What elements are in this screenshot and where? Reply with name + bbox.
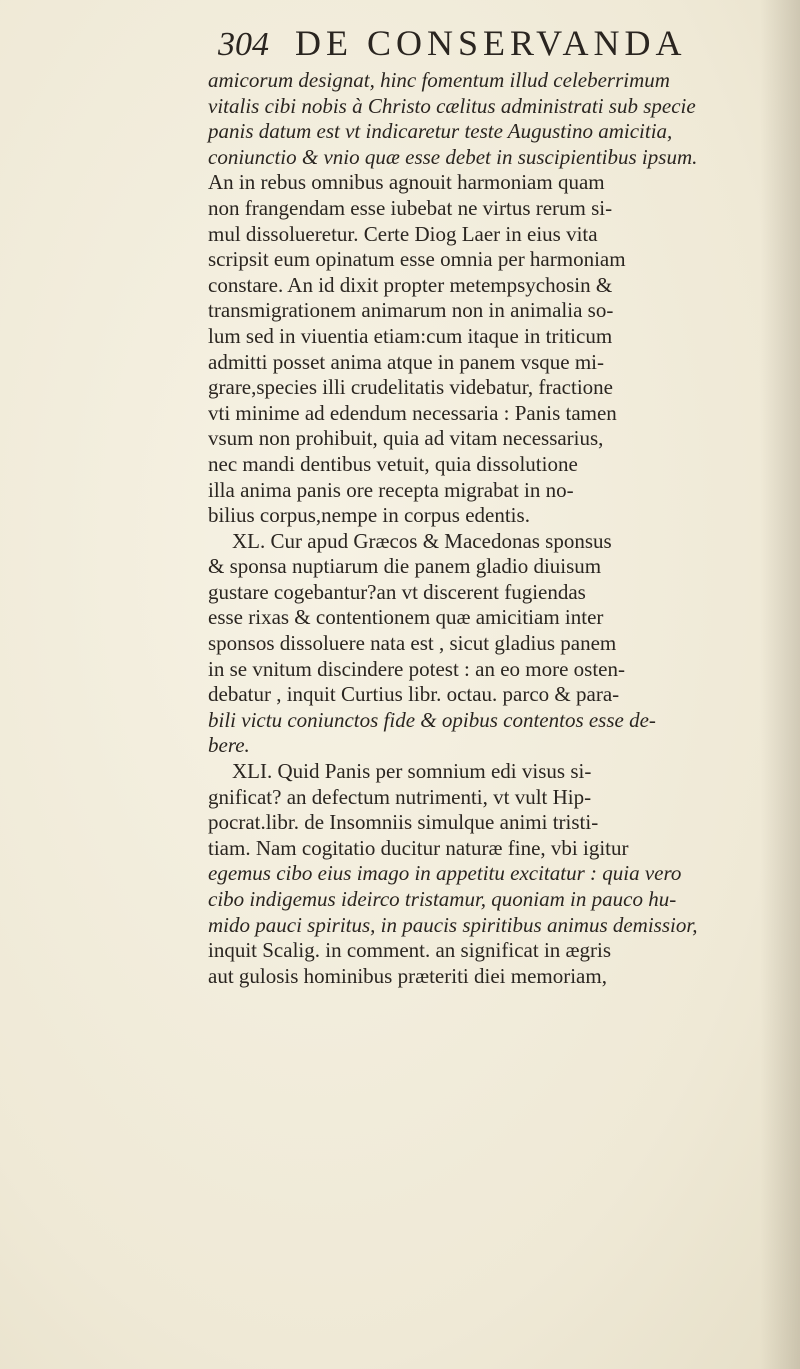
text-line: esse rixas & contentionem quæ amicitiam inter bbox=[208, 605, 604, 630]
text-line: vitalis cibi nobis à Christo cælitus administrati sub specie bbox=[208, 93, 696, 118]
text-line: gustare cogebantur?an vt discerent fugiendas bbox=[208, 579, 586, 604]
text-line: constare. An id dixit propter metempsychosin & bbox=[208, 272, 613, 297]
text-block bbox=[208, 22, 768, 989]
text-line: & sponsa nuptiarum die panem gladio diuisum bbox=[208, 554, 602, 579]
text-line: An in rebus omnibus agnouit harmoniam quam bbox=[208, 170, 605, 195]
text-line: XL. Cur apud Græcos & Macedonas sponsus bbox=[232, 528, 612, 553]
text-line: bilius corpus,nempe in corpus edentis. bbox=[208, 503, 530, 528]
text-line: mido pauci spiritus, in paucis spiritibus animus demissior, bbox=[208, 912, 698, 937]
text-line: lum sed in viuentia etiam:cum itaque in triticum bbox=[208, 323, 613, 348]
text-line: vti minime ad edendum necessaria : Panis tamen bbox=[208, 400, 617, 425]
text-line: cibo indigemus ideirco tristamur, quoniam in pauco hu- bbox=[208, 887, 677, 911]
text-line: vsum non prohibuit, quia ad vitam necessarius, bbox=[208, 426, 604, 451]
text-line: nec mandi dentibus vetuit, quia dissolutione bbox=[208, 451, 578, 476]
text-line: coniunctio & vnio quæ esse debet in suscipientibus ipsum. bbox=[208, 144, 698, 169]
text-line: in se vnitum discindere potest : an eo more osten- bbox=[208, 656, 625, 681]
text-line: bere. bbox=[208, 733, 250, 758]
text-line: sponsos dissoluere nata est , sicut gladius panem bbox=[208, 631, 617, 656]
text-line: transmigrationem animarum non in animalia so- bbox=[208, 298, 614, 323]
text-line: XLI. Quid Panis per somnium edi visus si- bbox=[232, 759, 592, 784]
text-line: inquit Scalig. in comment. an significat in ægris bbox=[208, 938, 612, 963]
text-line: admitti posset anima atque in panem vsque mi- bbox=[208, 349, 604, 374]
text-line: non frangendam esse iubebat ne virtus rerum si- bbox=[208, 195, 613, 220]
page-number: 304 bbox=[218, 26, 269, 63]
body-text bbox=[208, 68, 768, 989]
text-line: panis datum est vt indicaretur teste Augustino amicitia, bbox=[208, 119, 673, 144]
text-line: egemus cibo eius imago in appetitu excitatur : quia vero bbox=[208, 861, 682, 886]
text-line: illa anima panis ore recepta migrabat in no- bbox=[208, 477, 574, 502]
text-line: aut gulosis hominibus præteriti diei memoriam, bbox=[208, 963, 607, 988]
text-line: pocrat.libr. de Insomniis simulque animi tristi- bbox=[208, 810, 599, 835]
text-line: bili victu coniunctos fide & opibus contentos esse de- bbox=[208, 707, 656, 732]
text-line: mul dissolueretur. Certe Diog Laer in eius vita bbox=[208, 221, 598, 246]
text-line: debatur , inquit Curtius libr. octau. parco & para- bbox=[208, 682, 620, 707]
text-line: grare,species illi crudelitatis videbatur, fractione bbox=[208, 375, 613, 400]
text-line: scripsit eum opinatum esse omnia per harmoniam bbox=[208, 247, 626, 272]
running-head bbox=[218, 22, 768, 64]
running-head-title: DE CONSERVANDA bbox=[295, 23, 687, 63]
text-line: gnificat? an defectum nutrimenti, vt vult Hip- bbox=[208, 784, 592, 809]
text-line: amicorum designat, hinc fomentum illud celeberrimum bbox=[208, 68, 670, 92]
text-line: tiam. Nam cogitatio ducitur naturæ fine, vbi igitur bbox=[208, 835, 629, 860]
